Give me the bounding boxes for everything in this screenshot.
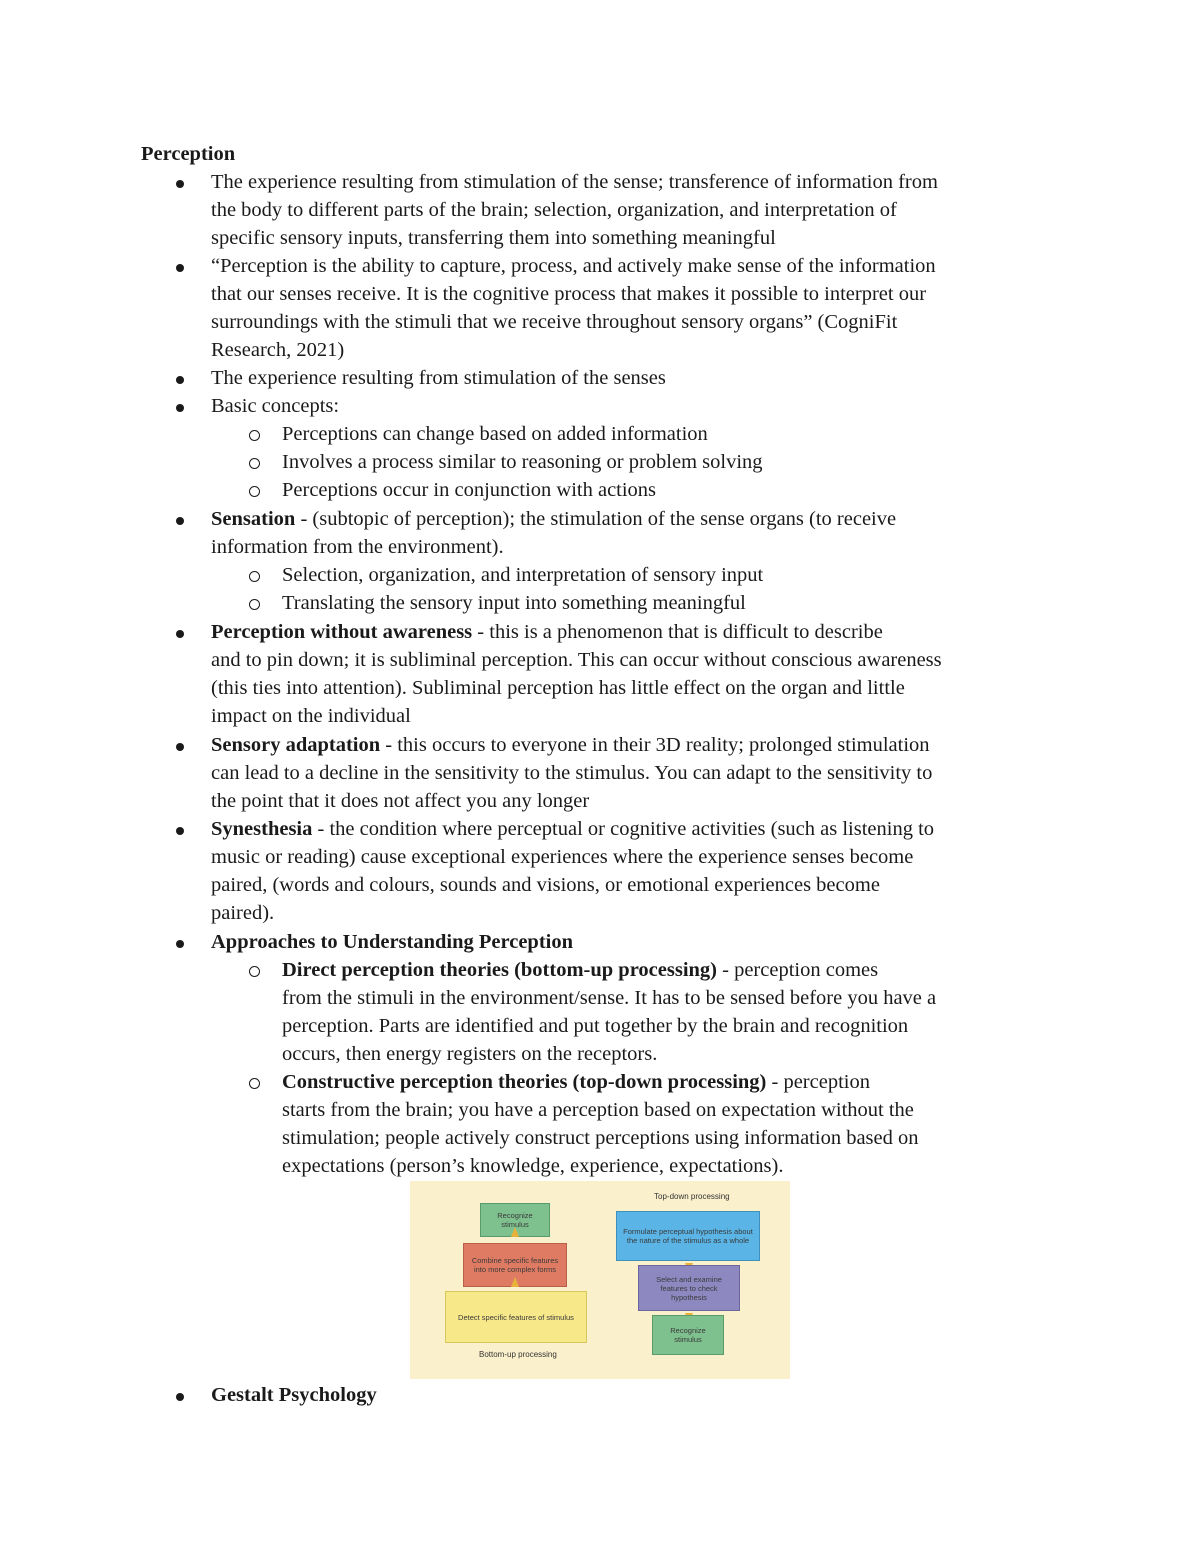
processing-diagram	[410, 1181, 790, 1379]
text-line: paired, (words and colours, sounds and visions, or emotional experiences become	[211, 874, 880, 896]
text-line: can lead to a decline in the sensitivity to the stimulus. You can adapt to the sensitivity to	[211, 762, 933, 784]
text-line	[282, 1068, 870, 1096]
term: Sensation	[211, 508, 296, 530]
term: Synesthesia	[211, 818, 313, 840]
term: Direct perception theories (bottom-up processing)	[282, 959, 717, 981]
text-line: specific sensory inputs, transferring them into something meaningful	[211, 227, 776, 249]
sub-bullet-icon	[249, 599, 260, 610]
section-heading: Approaches to Understanding Perception	[211, 931, 573, 953]
bullet-icon	[176, 404, 184, 412]
bullet-icon	[176, 940, 184, 948]
text-line: “Perception is the ability to capture, process, and actively make sense of the information	[211, 255, 936, 277]
sub-bullet-icon	[249, 1078, 260, 1089]
bullet-icon	[176, 743, 184, 751]
definition: - perception comes	[717, 959, 879, 981]
text-line: that our senses receive. It is the cognitive process that makes it possible to interpret our	[211, 283, 927, 305]
bullet-icon	[176, 517, 184, 525]
diagram-caption: Top-down processing	[654, 1192, 730, 1201]
sub-bullet-icon	[249, 458, 260, 469]
text-line: paired).	[211, 902, 275, 924]
text-line: perception. Parts are identified and put together by the brain and recognition	[282, 1015, 909, 1037]
definition: - this is a phenomenon that is difficult to describe	[472, 621, 883, 643]
text-line	[211, 731, 930, 759]
text-line: Perceptions occur in conjunction with actions	[282, 479, 657, 501]
diagram-caption: Bottom-up processing	[479, 1350, 557, 1359]
bottom-up-step: Detect specific features of stimulus	[445, 1291, 587, 1343]
sub-bullet-icon	[249, 571, 260, 582]
sub-bullet-icon	[249, 486, 260, 497]
top-down-step: Formulate perceptual hypothesis about the nature of the stimulus as a whole	[616, 1211, 760, 1261]
text-line	[211, 815, 934, 843]
arrow-up-icon	[511, 1277, 519, 1287]
sub-bullet-icon	[249, 966, 260, 977]
text-line: Translating the sensory input into something meaningful	[282, 592, 746, 614]
text-line: from the stimuli in the environment/sense. It has to be sensed before you have a	[282, 987, 937, 1009]
term: Constructive perception theories (top-down processing)	[282, 1071, 767, 1093]
bullet-icon	[176, 376, 184, 384]
text-line	[211, 505, 896, 533]
text-line: Involves a process similar to reasoning or problem solving	[282, 451, 763, 473]
bullet-icon	[176, 264, 184, 272]
bullet-icon	[176, 180, 184, 188]
text-line: expectations (person’s knowledge, experience, expectations).	[282, 1155, 784, 1177]
bullet-icon	[176, 827, 184, 835]
text-line: the body to different parts of the brain; selection, organization, and interpretation of	[211, 199, 897, 221]
top-down-step: Recognize stimulus	[652, 1315, 724, 1355]
definition: - the condition where perceptual or cognitive activities (such as listening to	[312, 818, 935, 840]
term: Sensory adaptation	[211, 734, 381, 756]
text-line: The experience resulting from stimulation of the senses	[211, 367, 666, 389]
text-line: occurs, then energy registers on the receptors.	[282, 1043, 658, 1065]
text-line: information from the environment).	[211, 536, 504, 558]
text-line: the point that it does not affect you any longer	[211, 790, 590, 812]
text-line: music or reading) cause exceptional experiences where the experience senses become	[211, 846, 914, 868]
bottom-up-step: Combine specific features into more complex forms	[463, 1243, 567, 1287]
sub-bullet-icon	[249, 430, 260, 441]
definition: - this occurs to everyone in their 3D reality; prolonged stimulation	[380, 734, 930, 756]
page-title: Perception	[141, 143, 236, 165]
arrow-up-icon	[511, 1227, 519, 1237]
bottom-up-step: Recognize stimulus	[480, 1203, 550, 1237]
text-line: starts from the brain; you have a perception based on expectation without the	[282, 1099, 914, 1121]
text-line: Selection, organization, and interpretation of sensory input	[282, 564, 764, 586]
text-line: surroundings with the stimuli that we receive throughout sensory organs” (CogniFit	[211, 311, 898, 333]
text-line: The experience resulting from stimulation of the sense; transference of information from	[211, 171, 938, 193]
section-heading: Gestalt Psychology	[211, 1384, 377, 1406]
text-line	[282, 956, 878, 984]
bullet-icon	[176, 1393, 184, 1401]
text-line	[211, 618, 883, 646]
text-line: (this ties into attention). Subliminal perception has little effect on the organ and little	[211, 677, 905, 699]
text-line: and to pin down; it is subliminal perception. This can occur without conscious awareness	[211, 649, 942, 671]
definition: - (subtopic of perception); the stimulation of the sense organs (to receive	[295, 508, 897, 530]
text-line: impact on the individual	[211, 705, 411, 727]
top-down-step: Select and examine features to check hypothesis	[638, 1265, 740, 1311]
text-line: Research, 2021)	[211, 339, 345, 361]
definition: - perception	[766, 1071, 870, 1093]
term: Perception without awareness	[211, 621, 473, 643]
bullet-icon	[176, 630, 184, 638]
text-line: Perceptions can change based on added information	[282, 423, 708, 445]
text-line: stimulation; people actively construct perceptions using information based on	[282, 1127, 919, 1149]
text-line: Basic concepts:	[211, 395, 340, 417]
